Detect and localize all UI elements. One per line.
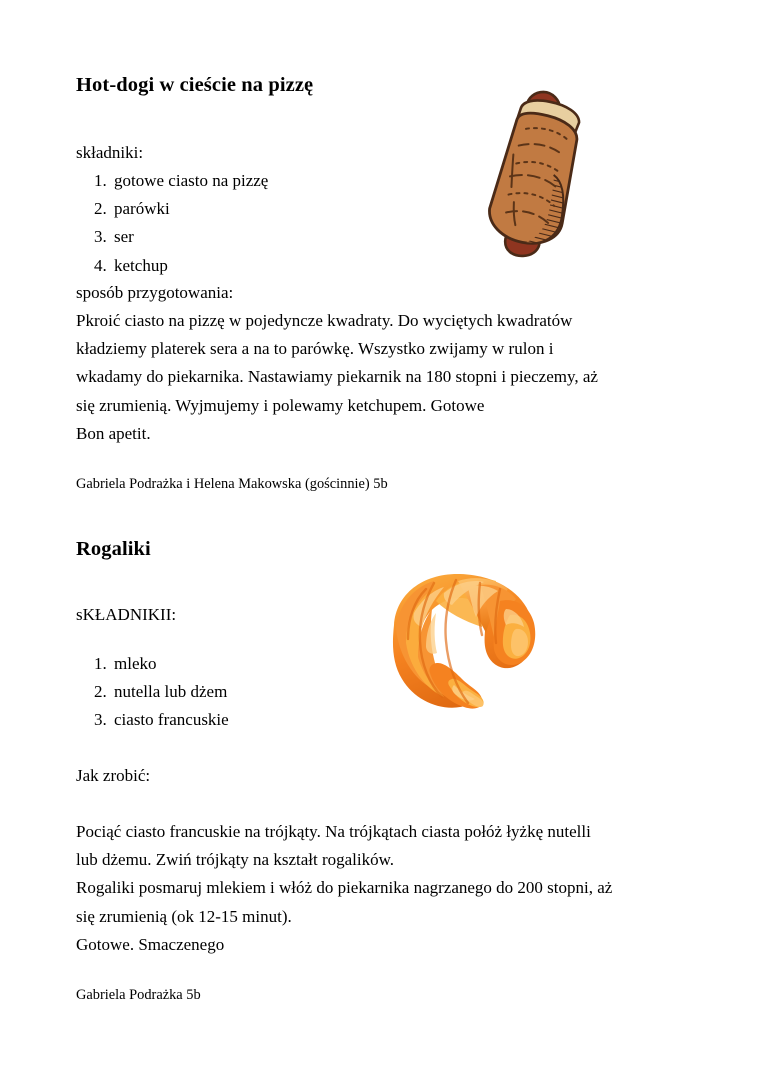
list-marker: 1. (94, 654, 107, 673)
list-marker: 2. (94, 682, 107, 702)
list-item-label: ciasto francuskie (114, 710, 229, 730)
method-line: Rogaliki posmaruj mlekiem i włóż do piekarnika nagrzanego do 200 stopni, aż (76, 878, 613, 898)
list-item-label: mleko (114, 654, 157, 673)
list-item-label: parówki (114, 199, 170, 219)
list-item-label: ketchup (114, 255, 168, 275)
method-line: Pociąć ciasto francuskie na trójkąty. Na trójkątach ciasta połóż łyżkę nutelli (76, 822, 591, 841)
recipe-credit-2: Gabriela Podrażka 5b (76, 987, 201, 1003)
hot-dog-illustration (462, 72, 622, 272)
method-label-2: Jak zrobić: (76, 766, 151, 785)
method-line: się zrumienią. Wyjmujemy i polewamy ketchupem. Gotowe (76, 395, 485, 415)
ingredients-label-1: składniki: (76, 143, 144, 162)
method-line: wkadamy do piekarnika. Nastawiamy piekarnik na 180 stopni i pieczemy, aż (76, 367, 598, 387)
method-line: Bon apetit. (76, 423, 151, 443)
ingredients-label-2: sKŁADNIKII: (76, 605, 177, 624)
list-marker: 4. (94, 255, 107, 275)
list-item-label: nutella lub dżem (114, 682, 228, 702)
section-title: Rogaliki (76, 538, 151, 560)
page-title: Hot-dogi w cieście na pizzę (76, 74, 314, 96)
method-line: lub dżemu. Zwiń trójkąty na kształt rogalików. (76, 850, 395, 870)
method-line: Gotowe. Smaczenego (76, 934, 225, 954)
list-marker: 2. (94, 199, 107, 219)
list-marker: 3. (94, 710, 107, 730)
method-line: kładziemy platerek sera a na to parówkę. Wszystko zwijamy w rulon i (76, 339, 554, 359)
list-marker: 1. (94, 171, 107, 190)
list-item-label: ser (114, 227, 134, 247)
method-line: się zrumienią (ok 12-15 minut). (76, 906, 292, 926)
method-line: Pkroić ciasto na pizzę w pojedyncze kwadraty. Do wyciętych kwadratów (76, 311, 573, 330)
croissant-right-tip (494, 600, 536, 665)
croissant-illustration (372, 565, 572, 720)
recipe-title-rogaliki (76, 536, 682, 562)
method-label-1: sposób przygotowania: (76, 283, 234, 302)
method-paragraph-2 (76, 818, 682, 959)
recipe-credit-1: Gabriela Podrażka i Helena Makowska (gościnnie) 5b (76, 476, 388, 492)
list-marker: 3. (94, 227, 107, 247)
method-paragraph-1 (76, 307, 682, 448)
list-item-label: gotowe ciasto na pizzę (114, 171, 269, 190)
